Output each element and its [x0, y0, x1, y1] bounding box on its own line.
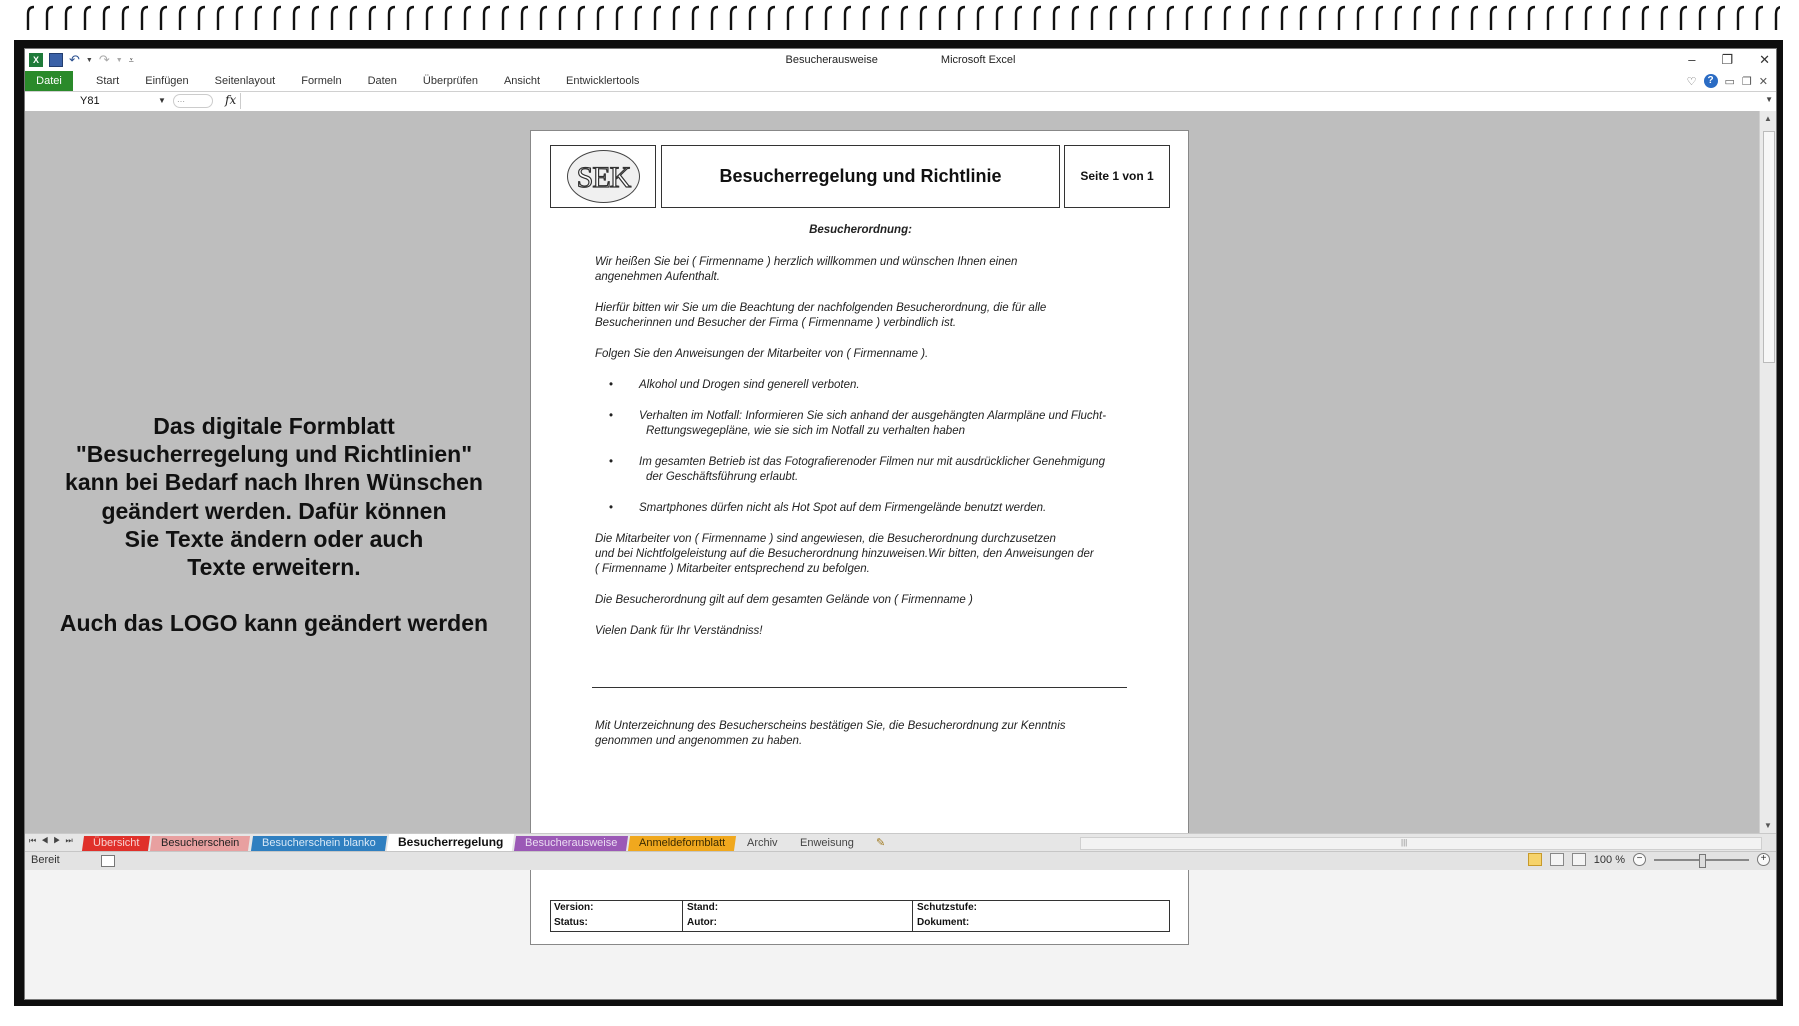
macro-record-icon[interactable] — [101, 855, 115, 867]
sheet-tabs — [83, 834, 897, 851]
text-line: Rettungswegepläne, wie sie sich im Notfall zu verhalten haben — [646, 425, 965, 437]
spiral-ring — [807, 7, 813, 30]
spiral-ring — [1681, 7, 1687, 30]
spiral-ring — [579, 7, 585, 30]
rule-list — [595, 378, 1155, 516]
name-box[interactable]: Y81 — [80, 95, 100, 107]
sheet-tab[interactable] — [386, 834, 514, 851]
paragraph — [595, 532, 1155, 577]
spiral-ring — [408, 7, 414, 30]
sheet-tab-label: Übersicht — [93, 837, 140, 849]
vertical-scroll-thumb[interactable] — [1763, 131, 1775, 363]
overlay-line: Sie Texte ändern oder auch — [124, 525, 424, 552]
spiral-ring — [275, 7, 281, 30]
spiral-ring — [1301, 7, 1307, 30]
footer-divider — [912, 901, 913, 931]
document-title-box: Besucherregelung und Richtlinie — [661, 145, 1060, 208]
spiral-ring — [28, 7, 34, 30]
spiral-ring — [484, 7, 490, 30]
sheet-tab-label: Besucherschein — [161, 837, 240, 849]
ribbon-tab[interactable]: Start — [96, 75, 120, 87]
spiral-ring — [1643, 7, 1649, 30]
restore-icon[interactable]: ❐ — [1721, 52, 1734, 67]
redo-dropdown-icon[interactable]: ▼ — [115, 56, 123, 64]
spiral-ring — [1149, 7, 1155, 30]
spiral-ring — [769, 7, 775, 30]
spiral-ring — [47, 7, 53, 30]
spiral-ring — [66, 7, 72, 30]
text-line: Vielen Dank für Ihr Verständniss! — [595, 625, 763, 637]
spiral-ring — [1282, 7, 1288, 30]
spiral-ring — [1187, 7, 1193, 30]
spiral-ring — [1738, 7, 1744, 30]
sheet-tab-label: Anmeldeformblatt — [639, 837, 726, 849]
spiral-ring — [1434, 7, 1440, 30]
overlay-line: kann bei Bedarf nach Ihren Wünschen — [65, 469, 483, 496]
spiral-ring — [199, 7, 205, 30]
signature-line — [592, 687, 1127, 688]
document-title: Besucherausweise — [785, 54, 878, 66]
spiral-ring — [370, 7, 376, 30]
spiral-ring — [1130, 7, 1136, 30]
overlay-line: "Besucherregelung und Richtlinien" — [75, 441, 473, 468]
spiral-ring — [598, 7, 604, 30]
ribbon-tabs — [25, 71, 1776, 92]
sheet-tab-label: Archiv — [747, 837, 778, 849]
spiral-ring — [959, 7, 965, 30]
rule-item — [595, 409, 1155, 439]
rule-item — [595, 378, 1155, 393]
spiral-ring — [845, 7, 851, 30]
overlay-line: geändert werden. Dafür können — [101, 497, 447, 524]
overlay-lines — [39, 412, 509, 581]
spiral-ring — [902, 7, 908, 30]
text-line: Wir heißen Sie bei ( Firmenname ) herzlich willkommen und wünschen Ihnen einen — [595, 256, 1018, 268]
window-controls — [1688, 52, 1770, 68]
ribbon-tab[interactable]: Ansicht — [503, 75, 541, 87]
horizontal-scrollbar[interactable] — [1080, 837, 1762, 850]
excel-logo-icon: X — [29, 53, 43, 67]
spiral-ring — [427, 7, 433, 30]
spiral-ring — [1092, 7, 1098, 30]
customize-toolbar-icon[interactable]: ⩡ — [128, 54, 134, 65]
text-line: Verhalten im Notfall: Informieren Sie sich anhand der ausgehängten Alarmpläne und Flucht- — [639, 410, 1107, 422]
spiral-ring — [1776, 7, 1780, 30]
document-page — [530, 130, 1189, 945]
spiral-ring — [522, 7, 528, 30]
text-line: Hierfür bitten wir Sie um die Beachtung der nachfolgenden Besucherordnung, die für alle — [595, 302, 1047, 314]
workbook-restore-icon[interactable]: ❐ — [1741, 75, 1752, 88]
insert-function-icon[interactable]: fx — [225, 93, 237, 107]
zoom-level[interactable]: 100 % — [1593, 853, 1625, 866]
spiral-ring — [1472, 7, 1478, 30]
overlay-line: Texte erweitern. — [187, 554, 361, 581]
spiral-ring — [161, 7, 167, 30]
overlay-logo-note: Auch das LOGO kann geändert werden — [59, 610, 489, 637]
spiral-rings — [20, 4, 1780, 34]
spiral-ring — [1206, 7, 1212, 30]
ribbon-tab[interactable]: Überprüfen — [422, 75, 478, 87]
spiral-ring — [1168, 7, 1174, 30]
spiral-ring — [636, 7, 642, 30]
rule-item — [595, 501, 1155, 516]
sheet-tab-label: Besucherschein blanko — [261, 837, 376, 849]
spiral-ring — [1662, 7, 1668, 30]
sheet-tab-label: Besucherausweise — [524, 837, 618, 849]
spiral-ring — [541, 7, 547, 30]
spiral-ring — [1567, 7, 1573, 30]
spiral-ring — [1624, 7, 1630, 30]
spiral-ring — [294, 7, 300, 30]
workbook-minimize-icon[interactable]: ▭ — [1724, 75, 1735, 88]
status-ready: Bereit — [31, 854, 60, 866]
confirmation-text — [595, 719, 1155, 749]
text-line: ( Firmenname ) Mitarbeiter entsprechend zu befolgen. — [595, 563, 870, 575]
spiral-ring — [1491, 7, 1497, 30]
spiral-ring — [85, 7, 91, 30]
spiral-ring — [864, 7, 870, 30]
spiral-ring — [1700, 7, 1706, 30]
workbook-close-icon[interactable]: ✕ — [1758, 75, 1768, 88]
undo-icon[interactable]: ↶ — [69, 52, 80, 67]
spiral-ring — [142, 7, 148, 30]
ribbon-right-icons — [1687, 74, 1768, 88]
spiral-ring — [123, 7, 129, 30]
spiral-ring — [351, 7, 357, 30]
expand-formula-bar-icon[interactable]: ▼ — [1765, 95, 1773, 104]
zoom-slider[interactable] — [1654, 859, 1749, 861]
footer-table — [550, 900, 1170, 932]
scroll-up-icon[interactable]: ▲ — [1764, 114, 1772, 123]
bullet-icon: • — [609, 456, 614, 468]
spiral-ring — [104, 7, 110, 30]
spiral-ring — [446, 7, 452, 30]
sheet-tab[interactable] — [82, 836, 151, 851]
spiral-ring — [218, 7, 224, 30]
zoom-slider-thumb[interactable] — [1699, 854, 1706, 868]
name-box-dropdown-icon[interactable]: ▼ — [158, 96, 166, 105]
spiral-ring — [1510, 7, 1516, 30]
spiral-ring — [674, 7, 680, 30]
window-title — [25, 54, 1776, 66]
footer-dokument: Dokument: — [917, 917, 970, 928]
spiral-ring — [1415, 7, 1421, 30]
spiral-ring — [180, 7, 186, 30]
vertical-scrollbar[interactable] — [1759, 111, 1777, 833]
spiral-ring — [332, 7, 338, 30]
page-number-box: Seite 1 von 1 — [1064, 145, 1170, 208]
text-line: der Geschäftsführung erlaubt. — [646, 471, 799, 483]
excel-window — [24, 48, 1777, 1000]
company-logo — [567, 150, 640, 203]
spiral-ring — [731, 7, 737, 30]
spiral-ring — [1244, 7, 1250, 30]
ribbon-tab[interactable]: Seitenlayout — [214, 75, 276, 87]
normal-view-icon[interactable] — [1528, 853, 1542, 866]
paragraph — [595, 347, 1155, 362]
spiral-ring — [1757, 7, 1763, 30]
text-line: Die Mitarbeiter von ( Firmenname ) sind angewiesen, die Besucherordnung durchzusetzen — [595, 533, 1056, 545]
footer-autor: Autor: — [687, 917, 717, 928]
spiral-ring — [1263, 7, 1269, 30]
spiral-ring — [560, 7, 566, 30]
app-title: Microsoft Excel — [940, 54, 1016, 66]
sheet-tab[interactable] — [514, 836, 628, 851]
spiral-ring — [1396, 7, 1402, 30]
scroll-down-icon[interactable]: ▼ — [1764, 821, 1772, 830]
view-zoom-controls — [1528, 853, 1770, 866]
spiral-ring — [978, 7, 984, 30]
spiral-ring — [655, 7, 661, 30]
ribbon-tab[interactable]: Daten — [367, 75, 397, 87]
spiral-ring — [389, 7, 395, 30]
spiral-ring — [1111, 7, 1117, 30]
footer-status: Status: — [554, 917, 588, 928]
text-line: angenehmen Aufenthalt. — [595, 271, 720, 283]
spiral-ring — [921, 7, 927, 30]
spiral-binding — [0, 0, 1799, 40]
spiral-ring — [1225, 7, 1231, 30]
status-bar — [25, 851, 1776, 870]
text-line: Die Besucherordnung gilt auf dem gesamten Gelände von ( Firmenname ) — [595, 594, 973, 606]
text-line: Mit Unterzeichnung des Besucherscheins bestätigen Sie, die Besucherordnung zur Kenntnis — [595, 720, 1066, 732]
undo-dropdown-icon[interactable]: ▼ — [85, 56, 93, 64]
intro-paragraphs — [595, 255, 1155, 362]
spiral-ring — [465, 7, 471, 30]
text-line: Alkohol und Drogen sind generell verboten. — [639, 379, 860, 391]
help-icon[interactable]: ? — [1704, 74, 1718, 88]
sheet-tab-label: Besucherregelung — [397, 835, 503, 849]
spiral-ring — [1529, 7, 1535, 30]
tab-datei[interactable]: Datei — [25, 71, 73, 91]
spiral-ring — [617, 7, 623, 30]
text-line: und bei Nichtfolgeleistung auf die Besucherordnung hinzuweisen.Wir bitten, den Anweisungen der — [595, 548, 1094, 560]
bullet-icon: • — [609, 502, 614, 514]
text-line: genommen und angenommen zu haben. — [595, 735, 803, 747]
title-bar — [25, 49, 1776, 71]
spiral-ring — [1548, 7, 1554, 30]
sheet-tab[interactable] — [789, 836, 865, 851]
sheet-tab[interactable] — [150, 836, 250, 851]
text-line: Smartphones dürfen nicht als Hot Spot auf dem Firmengelände benutzt werden. — [639, 502, 1047, 514]
spiral-ring — [750, 7, 756, 30]
paragraph — [595, 255, 1155, 285]
sheet-tab[interactable] — [251, 836, 387, 851]
sheet-tab-label: Enweisung — [800, 837, 854, 849]
overlay-line: Das digitale Formblatt — [153, 413, 395, 439]
ribbon-tab[interactable]: Entwicklertools — [566, 75, 640, 87]
bullet-icon: • — [609, 379, 614, 391]
spiral-ring — [1035, 7, 1041, 30]
sheet-tab[interactable] — [628, 836, 736, 851]
minimize-icon[interactable]: – — [1688, 52, 1696, 67]
spiral-ring — [1016, 7, 1022, 30]
paragraph — [595, 301, 1155, 331]
spiral-ring — [712, 7, 718, 30]
spiral-ring — [693, 7, 699, 30]
spiral-ring — [313, 7, 319, 30]
overlay-note — [39, 412, 509, 637]
spiral-ring — [1320, 7, 1326, 30]
logo-text: SEK — [576, 161, 631, 194]
ribbon-collapse-icon[interactable]: ♡ — [1686, 75, 1697, 88]
spiral-ring — [883, 7, 889, 30]
spiral-ring — [1719, 7, 1725, 30]
close-icon[interactable]: ✕ — [1759, 52, 1770, 67]
spiral-ring — [940, 7, 946, 30]
spiral-ring — [1054, 7, 1060, 30]
footer-divider — [682, 901, 683, 931]
footer-schutzstufe: Schutzstufe: — [917, 902, 977, 913]
spiral-ring — [503, 7, 509, 30]
text-line: Folgen Sie den Anweisungen der Mitarbeiter von ( Firmenname ). — [595, 348, 929, 360]
spiral-ring — [1605, 7, 1611, 30]
spiral-ring — [1358, 7, 1364, 30]
insert-sheet-icon[interactable]: ✎ — [865, 836, 896, 851]
spiral-ring — [1453, 7, 1459, 30]
paragraph — [595, 593, 1155, 608]
redo-icon[interactable]: ↷ — [98, 52, 110, 67]
text-line: Besucherinnen und Besucher der Firma ( Firmenname ) verbindlich ist. — [595, 317, 957, 329]
formula-bar — [25, 92, 1776, 112]
scroll-grip-icon[interactable]: ||| — [1401, 838, 1408, 847]
header-logo-box — [550, 145, 656, 208]
ribbon-tab[interactable]: Einfügen — [145, 75, 189, 87]
section-heading: Besucherordnung: — [809, 224, 912, 236]
page-layout-view-icon[interactable] — [1550, 853, 1564, 866]
spiral-ring — [1586, 7, 1592, 30]
bullet-icon: • — [609, 410, 614, 422]
sheet-tab-bar — [25, 833, 1776, 851]
text-line: Im gesamten Betrieb ist das Fotografierenoder Filmen nur mit ausdrücklicher Genehmigung — [639, 456, 1105, 468]
document-body — [595, 223, 1155, 655]
closing-paragraphs — [595, 532, 1155, 639]
sheet-tab[interactable] — [736, 836, 789, 851]
page-break-view-icon[interactable] — [1572, 853, 1586, 866]
spiral-ring — [1377, 7, 1383, 30]
rule-item — [595, 455, 1155, 485]
sheet-navigation[interactable]: ⏮◀▶⏭ — [29, 836, 78, 845]
formula-input[interactable] — [240, 93, 1760, 109]
paragraph — [595, 624, 1155, 639]
zoom-in-icon[interactable]: + — [1757, 853, 1770, 866]
spiral-ring — [237, 7, 243, 30]
footer-version: Version: — [554, 902, 594, 913]
spiral-ring — [256, 7, 262, 30]
spiral-ring — [1339, 7, 1345, 30]
ribbon-tab[interactable]: Formeln — [301, 75, 342, 87]
spiral-ring — [1073, 7, 1079, 30]
spiral-ring — [997, 7, 1003, 30]
spiral-ring — [826, 7, 832, 30]
ribbon-tab-list — [83, 71, 652, 91]
footer-stand: Stand: — [687, 902, 719, 913]
formula-bar-separator[interactable]: ⋯ — [173, 94, 213, 108]
spiral-ring — [788, 7, 794, 30]
zoom-out-icon[interactable]: − — [1633, 853, 1646, 866]
